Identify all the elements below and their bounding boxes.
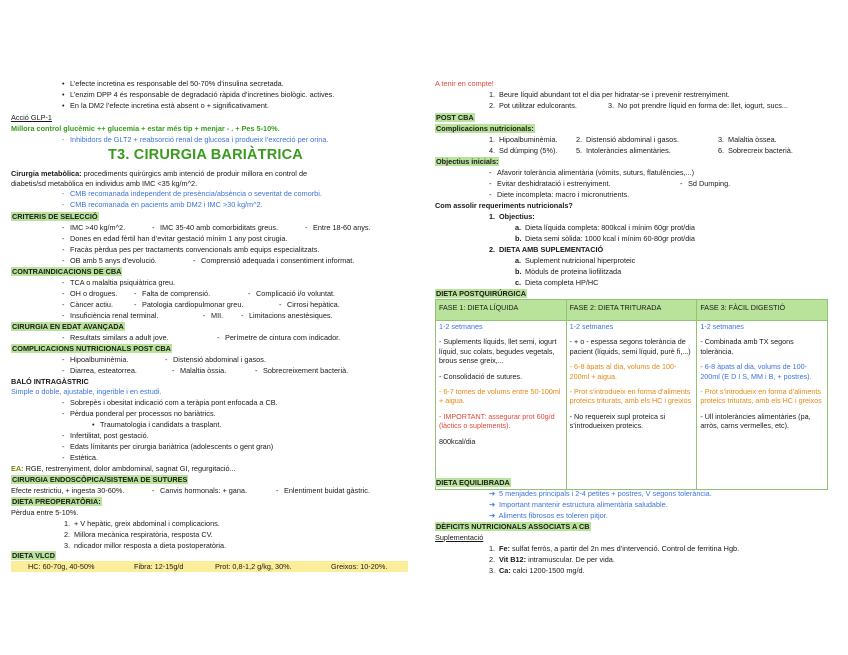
list-item: ➔ Aliments fibrosos es toleren pitjor.	[489, 511, 608, 520]
vlcd-fibra: Fibra: 12-15g/d	[134, 562, 184, 571]
list-item: - Insuficiència renal terminal.	[62, 311, 159, 320]
list-item: 1. Beure líquid abundant tot el dia per hidratar-se i prevenir restrenyiment.	[489, 90, 730, 99]
table-cell-paragraph: - + o - espessa segons tolerància de pacient (líquids, semi líquid, purè fi,...)	[569, 337, 691, 356]
list-item: - MII.	[203, 311, 224, 320]
list-item: - OH o drogues.	[62, 289, 118, 298]
section-heading: CIRURGIA ENDOSCÒPICA/SISTEMA DE SUTURES	[12, 475, 188, 484]
list-item: - Inhibidors de GLT2 + reabsorció renal de glucosa i produeix l’excreció per orina.	[62, 135, 329, 144]
list-item: - Hipoalbuminèmia.	[62, 355, 129, 364]
list-item: - Perímetre de cintura com indicador.	[217, 333, 341, 342]
table-cell-paragraph: - Consolidació de sutures.	[439, 371, 523, 381]
list-item: 4. Sd dúmping (5%).	[489, 146, 558, 155]
section-heading: DIETA POSTQUIRÚRGICA	[436, 289, 526, 298]
list-item: - Entre 18-60 anys.	[305, 223, 371, 232]
metabolic-definition: Cirurgia metabòlica: procediments quirúrgics amb intenció de produir millora en control de	[11, 169, 308, 178]
section-heading: BALÓ INTRAGÀSTRIC	[11, 377, 89, 386]
vlcd-greixos: Greixos: 10-20%.	[331, 562, 388, 571]
list-item: - Enlentiment buidat gàstric.	[276, 486, 370, 495]
list-item: 3. Malaltia òssea.	[718, 135, 777, 144]
list-item: • L’enzim DPP 4 és responsable de degradació ràpida d’incretines biològic. actives.	[62, 90, 335, 99]
list-item: - Comprensió adequada i consentiment informat.	[193, 256, 355, 265]
list-item: a. Suplement nutricional hiperproteic	[515, 256, 636, 265]
list-item: - CMB recomanada independent de presència/absència o severitat de comorbi.	[62, 189, 322, 198]
section-heading: CRITERIS DE SELECCIÓ	[12, 212, 98, 221]
list-item: • En la DM2 l’efecte incretina està absent o + significativament.	[62, 101, 269, 110]
diet-phases-table	[435, 299, 828, 490]
section-heading: COMPLICACIONS NUTRICIONALS POST CBA	[12, 344, 171, 353]
balo-subtitle: Simple o doble, ajustable, ingerible i en estudi.	[11, 387, 162, 396]
vlcd-prot: Prot: 0,8-1,2 g/kg, 30%.	[215, 562, 292, 571]
table-cell-paragraph: - Prot s’introdueix en forma d’aliments proteics triturats, amb els HC i greixos	[700, 387, 822, 406]
list-item: • Traumatologia i candidats a trasplant.	[92, 420, 222, 429]
table-cell-paragraph: - No requereix supl proteica si s’introdueixen proteics.	[569, 411, 666, 431]
list-item: 2. Millora mecànica respiratòria, resposta CV.	[64, 530, 213, 539]
list-item: 3. ndicador millor resposta a dieta postoperatòria.	[64, 541, 227, 550]
glp-heading: Acció GLP-1	[11, 113, 52, 122]
list-item: - Edats límitants per cirurgia bariàtrica (adolescents o gent gran)	[62, 442, 274, 451]
section-heading: POST CBA	[436, 113, 474, 122]
table-cell-paragraph: 800kcal/dia	[439, 436, 476, 446]
list-item: - Cirrosi hepàtica.	[279, 300, 340, 309]
list-item: 1. Fe: sulfat ferròs, a partir del 2n mes d’intervenció. Control de ferritina Hgb.	[489, 544, 740, 553]
glp-line: Millora control glucèmic ++ glucemia + estar més tip + menjar - . + Pes 5-10%.	[11, 124, 280, 133]
list-item: - Falta de comprensió.	[134, 289, 211, 298]
list-item: 3. No pot prendre líquid en forma de: llet, iogurt, sucs...	[608, 101, 788, 110]
section-heading: Com assolir requeriments nutricionals?	[435, 201, 573, 210]
section-heading: DÈFICITS NUTRICIONALS ASSOCIATS A CB	[436, 522, 590, 531]
list-item: • L’efecte incretina es responsable del 50-70% d’insulina secretada.	[62, 79, 284, 88]
section-heading: DIETA VLCD	[12, 551, 55, 560]
table-cell-paragraph: - Prot s’introdueix en forma d’aliments proteics triturats, amb els HC i greixos	[569, 387, 692, 406]
ea-line: EA: RGE, restrenyiment, dolor ambdominal, sagnat GI, regurgitació...	[11, 464, 236, 473]
table-header: FASE 2: DIETA TRITURADA	[566, 300, 697, 321]
list-item: - Càncer actiu.	[62, 300, 113, 309]
list-item: - Infertilitat, post gestació.	[62, 431, 149, 440]
list-item: - Sd Dumping.	[680, 179, 731, 188]
section-heading: Complicacions nutricionals:	[436, 124, 534, 133]
list-item: 3. Ca: calci 1200-1500 mg/d.	[489, 566, 585, 575]
table-header: FASE 1: DIETA LÍQUIDA	[436, 300, 567, 321]
table-cell-paragraph: - IMPORTANT: assegurar prot 60g/d (làctics o suplements).	[439, 411, 555, 431]
list-item: - Dones en edad fèrtil han d’evitar gestació mínim 1 any post cirugia.	[62, 234, 288, 243]
metabolic-definition-cont: diabetis/sd metabòlica en individus amb IMC <35 kg/m^2.	[11, 179, 198, 188]
list-item: - Diete incompleta: macro i micronutrients.	[489, 190, 630, 199]
list-item: 2. DIETA AMB SUPLEMENTACIÓ	[489, 245, 604, 254]
list-item: - Limitacions anestèsiques.	[241, 311, 333, 320]
list-item: ➔ 5 menjades principals i 2-4 petites + postres, V segons tolerància.	[489, 489, 712, 498]
table-cell-paragraph: 1-2 setmanes	[439, 322, 483, 331]
list-item: - Afavorir tolerància alimentària (vòmits, suturs, flatulències,...)	[489, 168, 695, 177]
list-item: - Canvis hormonals: + gana.	[152, 486, 248, 495]
table-cell-paragraph: - 6-8 àpats al dia, volums de 100-200ml + aigua.	[569, 362, 677, 381]
vlcd-bar	[11, 561, 408, 572]
table-cell-phase-1	[436, 321, 567, 490]
list-item: 6. Sobrecreix bacterià.	[718, 146, 793, 155]
list-item: - Sobrecreixement bacterià.	[255, 366, 349, 375]
table-header: FASE 3: FÀCIL DIGESTIÓ	[697, 300, 828, 321]
list-item: 1. Hipoalbuminèmia.	[489, 135, 558, 144]
table-cell-paragraph: 1-2 setmanes	[700, 322, 744, 331]
table-cell-paragraph: 1-2 setmanes	[569, 322, 614, 331]
list-item: Efecte restrictiu, + ingesta 30-60%.	[11, 486, 125, 495]
list-item: - CMB recomanada en pacients amb DM2 i IMC >30 kg/m^2.	[62, 200, 263, 209]
list-item: 2. Pot utilitzar edulcorants.	[489, 101, 577, 110]
list-item: - Patologia cardiopulmonar greu.	[134, 300, 244, 309]
list-item: - IMC >40 kg/m^2.	[62, 223, 126, 232]
list-item: - Diarrea, esteatorrea.	[62, 366, 137, 375]
list-item: - IMC 35-40 amb comorbiditats greus.	[152, 223, 279, 232]
preop-text: Pèrdua entre 5-10%.	[11, 508, 79, 517]
list-item: - Complicació i/o voluntat.	[248, 289, 336, 298]
list-item: 5. Intoleràncies alimentàries.	[576, 146, 671, 155]
list-item: - Distensió abdominal i gasos.	[165, 355, 266, 364]
section-heading: Objectius inicials:	[436, 157, 499, 166]
list-item: c. Dieta completa HP/HC	[515, 278, 599, 287]
table-cell-phase-3	[697, 321, 828, 490]
list-item: - OB amb 5 anys d’evolució.	[62, 256, 157, 265]
table-cell-paragraph: - Suplements líquids, llet semi, iogurt líquid, suc colats, begudes vegetals, brous sense greix,...	[439, 337, 557, 366]
table-row	[436, 321, 828, 490]
table-cell-phase-2	[566, 321, 697, 490]
list-item: b. Dieta semi sòlida: 1000 kcal i mínim 60-80gr prot/dia	[515, 234, 695, 243]
list-item: 2. Distensió abdominal i gasos.	[576, 135, 679, 144]
list-item: b. Mòduls de proteina liofilitzada	[515, 267, 622, 276]
list-item: - Malaltia òssia.	[172, 366, 227, 375]
list-item: - TCA o malaltia psiquiàtrica greu.	[62, 278, 176, 287]
list-item: - Pèrdua ponderal per processos no bariàtrics.	[62, 409, 216, 418]
section-heading: DIETA EQUILIBRADA	[436, 478, 510, 487]
list-item: a. Dieta líquida completa: 800kcal i mínim 60gr prot/dia	[515, 223, 695, 232]
list-item: - Fracàs pèrdua pes per tractaments convencionals amb equips especialitzats.	[62, 245, 320, 254]
page-title: T3. CIRURGIA BARIÀTRICA	[108, 147, 303, 163]
list-item: - Evitar deshidratació i estrenyiment.	[489, 179, 611, 188]
supl-heading: Suplementació	[435, 533, 484, 542]
table-header-row	[436, 300, 828, 321]
section-heading: DIETA PREOPERATÒRIA:	[12, 497, 101, 506]
section-heading: CIRURGIA EN EDAT AVANÇADA	[12, 322, 124, 331]
list-item: ➔ Important mantenir estructura alimentària saludable.	[489, 500, 668, 509]
table-cell-paragraph: - 6-8 àpats al dia, volums de 100-200ml (E D I S, MM i B, + postres).	[700, 362, 812, 381]
table-cell-paragraph: - Ull intoleràncies alimentàries (pa, arròs, carns vermelles, etc).	[700, 411, 811, 431]
list-item: 2. Vit B12: intramuscular. De per vida.	[489, 555, 615, 564]
list-item: - Resultats similars a adult jove.	[62, 333, 169, 342]
list-item: 1. + V hepàtic, greix abdominal i complicacions.	[64, 519, 220, 528]
list-item: - Estètica.	[62, 453, 98, 462]
warning-heading: A tenir en compte!	[435, 79, 494, 88]
table-cell-paragraph: - 6-7 tomes de volums entre 50-100ml + aigua.	[439, 387, 561, 406]
list-item: - Sobrepès i obesitat indicació com a teràpia pont enfocada a CB.	[62, 398, 278, 407]
list-item: 1. Objectius:	[489, 212, 535, 221]
vlcd-hc: HC: 60-70g, 40-50%	[28, 562, 95, 571]
section-heading: CONTRAINDICACIONS DE CBA	[12, 267, 122, 276]
table-cell-paragraph: - Combinada amb TX segons tolerància.	[700, 337, 794, 356]
